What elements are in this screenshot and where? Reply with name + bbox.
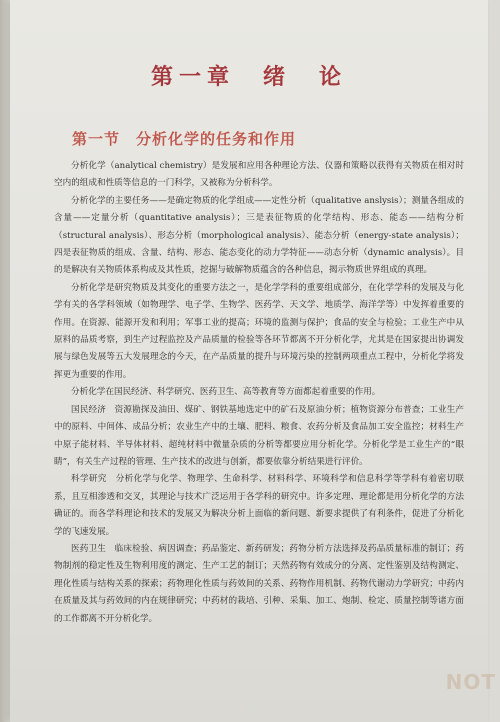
document-page	[10, 0, 496, 722]
section-title: 第一节 分析化学的任务和作用	[72, 130, 297, 148]
book-spine-shadow	[0, 0, 10, 722]
paragraph: 分析化学的主要任务——是确定物质的化学组成——定性分析（qualitative anslysis）；测量各组成的含量——定量分析（quantitative analysis）；三是表征物质的化学结构、形态、能态——结构分析（structural analysis）、形态分析（morphological analysis）、能态分析（energy-state analysis）；四是表征物质的组成、含量、结构、形态、能态变化的动力学特征——动态分析（dynamic analysis）。目的是解决有关物质体系构成及其性质，挖掘与破解物质蕴含的各种信息，揭示物质世界组成的真理。	[54, 195, 464, 276]
paragraph: 国民经济 资源勘探及油田、煤矿、钢铁基地选定中的矿石及原油分析；植物资源分布普查；工业生产中的原料、中间体、成品分析；农业生产中的土壤、肥料、粮食、农药分析及食品加工安全监控；材料生产中原子能材料、半导体材料、超纯材料中微量杂质的分析等都要应用分析化学。分析化学是工业生产的“眼睛”，有关生产过程的管理、生产技术的改进与创新，都要依靠分析结果进行评价。	[54, 404, 464, 467]
paragraph: 分析化学在国民经济、科学研究、医药卫生、高等教育等方面都起着重要的作用。	[71, 387, 381, 398]
paragraph: 分析化学（analytical chemistry）是发展和应用各种理论方法、仪器和策略以获得有关物质在相对时空内的组成和性质等信息的一门科学，又被称为分析科学。	[54, 161, 464, 189]
paragraph: 分析化学是研究物质及其变化的重要方法之一，是化学学科的重要组成部分，在化学学科的发展及与化学有关的各学科领域（如物理学、电子学、生物学、医药学、天文学、地质学、海洋学等）中发挥着重要的作用。在资源、能源开发和利用；军事工业的提高；环境的监测与保护；食品的安全与检验；工业生产中从原料的品质考察，到生产过程监控及产品质量的检验等各环节都离不开分析化学，尤其是在国家提出协调发展与绿色发展等五大发展理念的今天，在产品质量的提升与环境污染的控制两项重点工程中，分析化学将发挥更为重要的作用。	[54, 282, 464, 380]
body-text	[54, 158, 464, 628]
paragraph: 医药卫生 临床检验、病因调查；药品鉴定、新药研发；药物分析方法选择及药品质量标准的制订；药物制剂的稳定性及生物利用度的测定、生产工艺的制订；天然药物有效成分的分离、定性鉴别及结构测定、理化性质与结构关系的探索；药物理化性质与药效间的关系、药物作用机制、药物代谢动力学研究；中药内在质量及其与药效间的内在规律研究；中药材的栽培、引种、采集、加工、炮制、检定、质量控制等诸方面的工作都离不开分析化学。	[54, 543, 464, 624]
watermark: NOT	[445, 670, 496, 694]
paragraph: 科学研究 分析化学与化学、物理学、生命科学、材料科学、环境科学和信息科学等学科有着密切联系，且互相渗透和交叉，其理论与技术广泛运用于各学科的研究中。许多定理、理论都是用分析化学的方法确证的。而各学科理论和技术的发展又为解决分析上面临的新问题、新要求提供了有利条件，促进了分析化学的飞速发展。	[54, 474, 464, 537]
chapter-title: 第一章 绪 论	[150, 65, 347, 90]
